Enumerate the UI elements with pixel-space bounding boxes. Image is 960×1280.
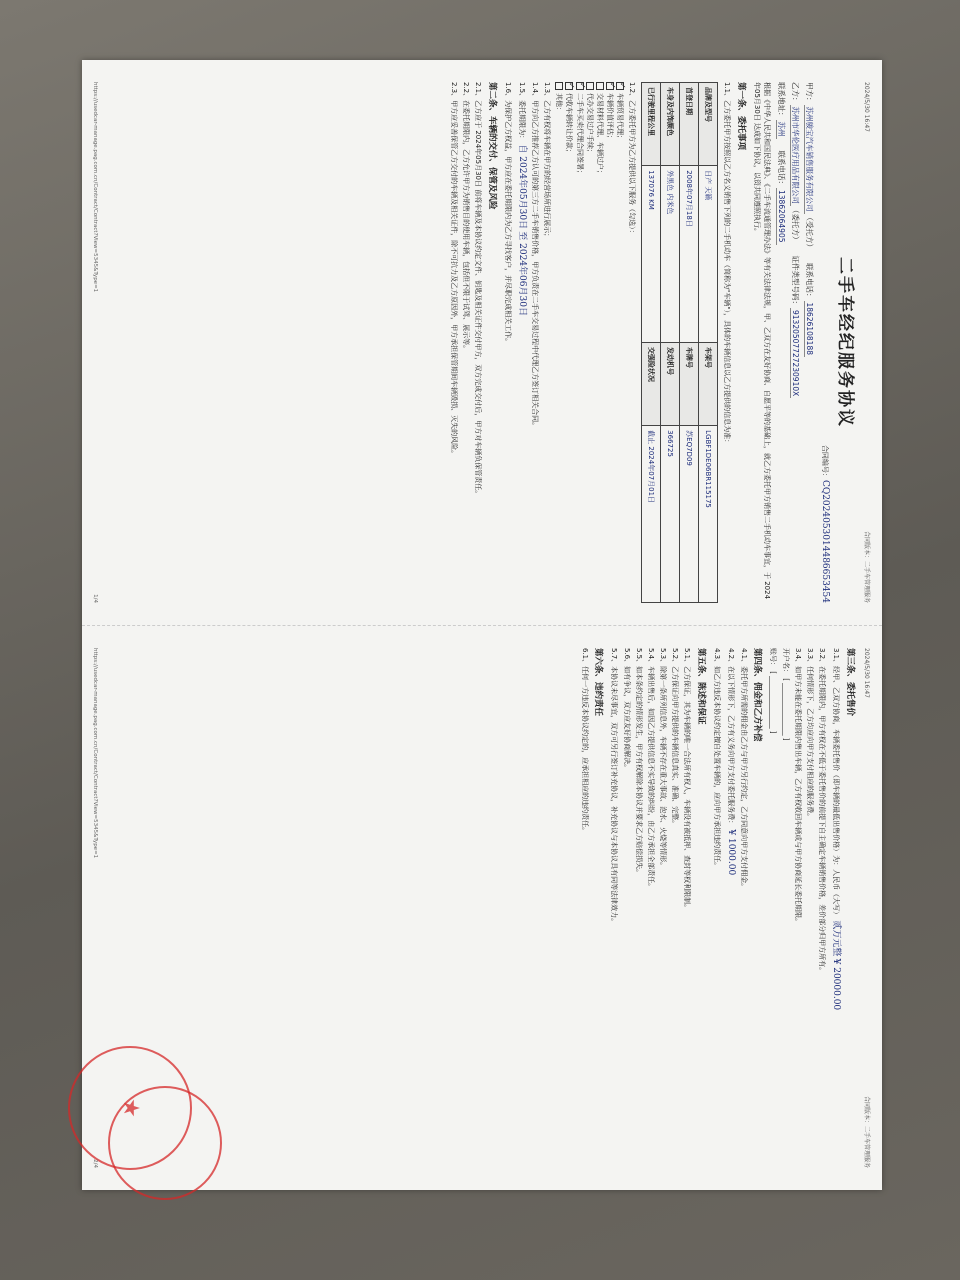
page-footer bbox=[90, 82, 98, 603]
clause-2-3: 2.3、甲方应妥善保管乙方交付的车辆及相关证件，除不可抗力及乙方原因外，甲方承担保管期间车辆毁损、灭失的风险。 bbox=[450, 82, 459, 458]
intro-paragraph: 根据《中华人民共和国民法典》、《二手车流通管理办法》等有关法律法规，甲、乙双方在友好协商、自愿平等的基础上，就乙方委托甲方销售二手机动车事宜，于 2024年05月30日 达成如下协议，以资共同遵照执行。 bbox=[752, 82, 771, 600]
term-to: 至 2024年06月30日 bbox=[516, 231, 527, 316]
vehicle-plate: 苏EQ7D09 bbox=[680, 426, 699, 603]
page-header bbox=[861, 82, 870, 603]
vehicle-color: 外黑色 内米色 bbox=[661, 166, 680, 343]
checkbox[interactable] bbox=[565, 82, 573, 90]
clause-2-2: 2.2、在委托期限内，乙方允许甲方为销售目的使用车辆，包括但不限于试驾、展示等。 bbox=[462, 82, 471, 353]
clause-3-3: 3.3、任何情形下，乙方均应向甲方支付相应的服务费。 bbox=[805, 648, 814, 821]
clause-1-3: 1.3、乙方有权将车辆在甲方的经营场所进行展示； bbox=[543, 82, 552, 241]
party-b-row: 乙方：苏州市华伦医疗用品有限公司（委托方） 证件类型号码：91320507727230910X bbox=[790, 82, 800, 397]
clause-5-1: 5.1、乙方保证，其为车辆的唯一合法所有权人，车辆没有被抵押、查封等权利限制。 bbox=[683, 648, 692, 912]
account-name-line: 开户名： [ _______________ ] bbox=[781, 648, 790, 741]
party-a-name: 苏州骏宝汽车销售服务有限公司 bbox=[804, 106, 814, 212]
clause-6-1: 6.1、任何一方违反本协议约定的，应承担相应的违约责任。 bbox=[581, 648, 589, 835]
vehicle-info-table bbox=[641, 82, 718, 603]
service-options: ✓车辆贸易代理； ✓车辆价值评估； 交易材料代理、车辆过户； 代办交易过户手续； ✓二手车买卖代理合同签署； ✓代收车辆转让价款； 其他： bbox=[554, 82, 625, 603]
clause-4-1: 4.1、委托甲方所需的佣金由乙方与甲方另行约定，乙方同意向甲方支付佣金。 bbox=[739, 648, 748, 891]
clause-5-4: 5.4、车辆出售后，如因乙方提供信息不实导致的纠纷，由乙方承担全部责任。 bbox=[646, 648, 655, 891]
contract-sheet bbox=[82, 60, 882, 1190]
doc-type: 合同版本：二手车管理服务 bbox=[863, 530, 870, 603]
clause-4-2: 4.2、在以下情形下，乙方有义务向甲方支付委托服务费： ¥ 1000.00 bbox=[725, 648, 736, 876]
vehicle-engine: 366725 bbox=[661, 426, 680, 603]
party-b-name: 苏州市华伦医疗用品有限公司 bbox=[790, 106, 800, 204]
contract-number: 合同编号：CQ2024053014486653454 bbox=[819, 444, 830, 603]
clause-3-1: 3.1、经甲、乙双方协商，车辆委托售价（即车辆的最低出售价格）为：人民币（大写） 贰万元整 ¥ 20000.00 bbox=[831, 648, 841, 1011]
article-1-title: 第一条、委托事项 bbox=[735, 82, 746, 151]
clause-3-2: 3.2、在委托期限内，甲方有权在不低于委托售价的前提下自主确定车辆销售价格，差价部分归甲方所有。 bbox=[817, 648, 826, 975]
contract-page-2 bbox=[82, 625, 882, 1190]
page-header: 2024/5/30 16:47 合同版本：二手车管理服务 bbox=[863, 648, 870, 1168]
address-value: 苏州 bbox=[776, 121, 786, 137]
page-footer: https://usedcar-manage.pag.com.cn/Contract/Contract?View=5345&Type=1 2/4 bbox=[91, 648, 98, 1168]
clause-5-3: 5.3、除第一条所列信息外，车辆不存在重大事故、泡水、火烧等情形。 bbox=[659, 648, 668, 870]
checkbox[interactable] bbox=[555, 82, 563, 90]
vehicle-brand: 日产 天籁 bbox=[699, 166, 718, 343]
vehicle-reg-date: 2008年07月18日 bbox=[680, 166, 699, 343]
article-2-title: 第二条、车辆的交付、保管及风险 bbox=[486, 82, 497, 210]
party-a-phone: 18626108188 bbox=[804, 302, 814, 355]
page-title: 二手车经纪服务协议 bbox=[835, 257, 856, 428]
address-phone: 13862064905 bbox=[776, 190, 786, 243]
clause-1-1: 1.1、乙方委托甲方按照以乙方名义销售下列的二手机动车（简称为"车辆"），具体的车辆信息以乙方提供的信息为准： bbox=[723, 82, 732, 447]
clause-1-4: 1.4、甲方向乙方推荐乙方认可的第三方二手车销售价格，甲方负责在二手车交易过程中代理乙方签订相关合同。 bbox=[531, 82, 539, 430]
article-5-title: 第五条、陈述和保证 bbox=[695, 648, 706, 725]
article-6-title: 第六条、违约责任 bbox=[593, 648, 604, 717]
clause-5-2: 5.2、乙方保证向甲方提供的车辆信息真实、准确、完整。 bbox=[671, 648, 680, 828]
contract-page-1 bbox=[82, 60, 882, 625]
vehicle-mileage: 137076 KM bbox=[642, 166, 661, 343]
clause-5-7: 5.7、本协议未尽事宜，双方可另行签订补充协议，补充协议与本协议具有同等法律效力。 bbox=[610, 648, 619, 926]
clause-4-3: 4.3、如乙方违反本协议约定擅自处置车辆的，应向甲方承担违约责任。 bbox=[712, 648, 721, 870]
contract-paper bbox=[82, 60, 882, 1190]
clause-2-1: 2.1、乙方应于 2024年05月30日 前将车辆及本协议约定文件、钥匙及相关证件交付甲方，双方完成交付后，甲方对车辆负保管责任。 bbox=[474, 82, 483, 498]
print-timestamp: 2024/5/30 16:47 bbox=[863, 82, 870, 132]
table-row: 车身及内饰颜色 外黑色 内米色 发动机号 366725 bbox=[661, 83, 680, 603]
table-row: 品牌及型号 日产 天籁 车架号 LGBF1DE06BR115175 bbox=[699, 83, 718, 603]
article-4-title: 第四条、佣金和乙方补偿 bbox=[752, 648, 763, 742]
checkbox[interactable] bbox=[596, 82, 604, 90]
clause-5-6: 5.6、如有争议，双方应友好协商解决。 bbox=[622, 648, 631, 772]
term-from: 自 2024年05月30日 bbox=[516, 144, 527, 230]
table-row: 已行驶里程公里 137076 KM 交强险状况 截止 2024年07月01日 bbox=[642, 83, 661, 603]
clause-3-4: 3.4、如甲方未能在委托期限内售出车辆，乙方有权收回车辆或与甲方协商延长委托期限。 bbox=[793, 648, 802, 926]
footer-url: https://usedcar-manage.pag.com.cn/Contract/Contract?View=5345&Type=1 bbox=[91, 82, 98, 293]
clause-1-2: 1.2、乙方委托甲方为乙方提供以下服务（勾选）： bbox=[628, 82, 637, 237]
star-icon: ★ bbox=[117, 1098, 143, 1118]
party-a-row: 甲方：苏州骏宝汽车销售服务有限公司（受托方） 联系电话：18626108188 bbox=[804, 82, 814, 355]
page-number: 1/4 bbox=[91, 594, 98, 603]
checkbox[interactable] bbox=[606, 82, 614, 90]
page-number: 2/4 bbox=[91, 1159, 98, 1168]
price-words: 贰万元整 bbox=[831, 920, 841, 957]
clause-5-5: 5.5、如本条约定的情形发生，甲方有权解除本协议并要求乙方赔偿损失。 bbox=[634, 648, 643, 877]
vehicle-vin: LGBF1DE06BR115175 bbox=[699, 426, 718, 603]
clause-1-5: 1.5、委托期限为： 自 2024年05月30日 至 2024年06月30日 bbox=[516, 82, 527, 316]
vehicle-insurance: 截止 2024年07月01日 bbox=[642, 426, 661, 603]
price-number: ¥ 20000.00 bbox=[831, 958, 841, 1011]
address-row: 联系地址：苏州 联系电话：13862064905 bbox=[776, 82, 786, 243]
table-row: 首登日期 2008年07月18日 车牌号 苏EQ7D09 bbox=[680, 83, 699, 603]
party-b-id: 91320507727230910X bbox=[790, 310, 800, 397]
company-seal-stamp-2 bbox=[108, 1086, 222, 1200]
service-fee: ¥ 1000.00 bbox=[725, 829, 736, 876]
clause-1-6: 1.6、为保护乙方权益，甲方应在委托期限内为乙方寻找客户，并尽职完成相关工作。 bbox=[503, 82, 512, 346]
account-number-line: 账号： [ _______________ ] bbox=[769, 648, 778, 734]
article-3-title: 第三条、委托售价 bbox=[845, 648, 856, 717]
